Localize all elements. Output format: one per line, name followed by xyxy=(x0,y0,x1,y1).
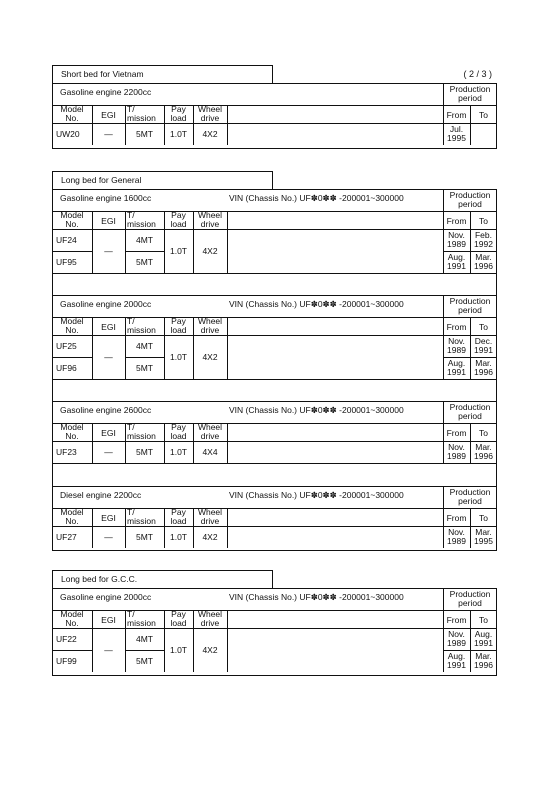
production-period-header: period xyxy=(458,597,482,608)
production-from: Aug. xyxy=(447,650,466,661)
grid-line xyxy=(125,441,126,463)
grid-line xyxy=(125,423,126,441)
grid-line xyxy=(52,357,92,358)
egi-value: — xyxy=(104,446,113,457)
col-header-egi: EGI xyxy=(101,216,116,226)
grid-line xyxy=(52,486,497,487)
col-header-model: No. xyxy=(65,324,79,335)
grid-line xyxy=(52,273,497,274)
production-period-header: Production xyxy=(449,189,491,200)
engine-label: Gasoline engine 2000cc xyxy=(60,591,152,602)
grid-line xyxy=(125,526,126,548)
col-header-drive: Wheel xyxy=(197,506,223,517)
grid-line xyxy=(125,251,164,252)
col-header-model: Model xyxy=(60,421,84,432)
grid-line xyxy=(164,610,165,628)
production-period-header: period xyxy=(458,304,482,315)
grid-line xyxy=(227,526,228,548)
production-period-header: period xyxy=(458,410,482,421)
grid-line xyxy=(52,508,497,509)
col-header-payload: load xyxy=(170,430,187,441)
production-to: 1996 xyxy=(474,659,493,670)
grid-line xyxy=(193,105,194,123)
engine-label: Gasoline engine 1600cc xyxy=(60,192,152,203)
production-period-header: Production xyxy=(449,295,491,306)
grid-line xyxy=(125,650,164,651)
grid-line xyxy=(92,441,93,463)
drive-value: 4X2 xyxy=(202,245,218,256)
production-from: Aug. xyxy=(447,357,466,368)
col-header-model: No. xyxy=(65,515,79,526)
transmission-value: 5MT xyxy=(136,256,153,267)
grid-line xyxy=(164,441,165,463)
transmission-value: 5MT xyxy=(136,655,153,666)
col-header-model: No. xyxy=(65,218,79,229)
grid-line xyxy=(443,295,444,335)
drive-value: 4X4 xyxy=(202,446,218,457)
grid-line xyxy=(470,335,471,379)
col-header-egi: EGI xyxy=(101,428,116,438)
grid-line xyxy=(92,335,93,379)
drive-value: 4X2 xyxy=(202,531,218,542)
engine-label: Gasoline engine 2600cc xyxy=(60,404,152,415)
vin-range: VIN (Chassis No.) UF✽0✽✽ -200001~300000 xyxy=(229,404,404,415)
production-to: 1991 xyxy=(474,637,493,648)
production-from: 1989 xyxy=(447,238,466,249)
grid-line xyxy=(164,526,165,548)
col-header-to: To xyxy=(479,110,488,120)
grid-line xyxy=(470,508,471,526)
transmission-value: 4MT xyxy=(136,633,153,644)
vin-range: VIN (Chassis No.) UF✽0✽✽ -200001~300000 xyxy=(229,489,404,500)
grid-line xyxy=(52,628,497,629)
grid-line xyxy=(227,211,228,229)
grid-line xyxy=(52,379,497,380)
grid-line xyxy=(125,357,164,358)
production-from: 1989 xyxy=(447,535,466,546)
production-to: Mar. xyxy=(475,357,492,368)
payload-value: 1.0T xyxy=(169,351,187,362)
production-from: 1989 xyxy=(447,637,466,648)
grid-line xyxy=(227,628,228,672)
grid-line xyxy=(443,628,444,672)
production-from: 1989 xyxy=(447,450,466,461)
col-header-from: From xyxy=(446,615,467,625)
col-header-drive: Wheel xyxy=(197,421,223,432)
drive-value: 4X2 xyxy=(202,351,218,362)
grid-line xyxy=(193,610,194,628)
grid-line xyxy=(92,317,93,335)
col-header-payload: load xyxy=(170,218,187,229)
production-period-header: Production xyxy=(449,588,491,599)
production-to: Mar. xyxy=(475,251,492,262)
grid-line xyxy=(125,317,126,335)
grid-line xyxy=(125,123,126,145)
grid-line xyxy=(92,123,93,145)
grid-line xyxy=(92,610,93,628)
grid-line xyxy=(470,610,471,628)
col-header-drive: drive xyxy=(200,515,220,526)
col-header-mission: mission xyxy=(127,324,156,335)
egi-value: — xyxy=(104,531,113,542)
egi-value: — xyxy=(104,128,113,139)
production-to: 1991 xyxy=(474,344,493,355)
grid-line xyxy=(52,463,497,464)
section-title-long-bed-gcc: Long bed for G.C.C. xyxy=(52,570,273,588)
payload-value: 1.0T xyxy=(169,531,187,542)
production-from: 1991 xyxy=(447,366,466,377)
section-title-long-bed-general: Long bed for General xyxy=(52,171,273,189)
grid-line xyxy=(470,229,471,273)
grid-line xyxy=(52,105,497,106)
production-from: 1989 xyxy=(447,344,466,355)
production-to: Mar. xyxy=(475,526,492,537)
grid-line xyxy=(470,423,471,441)
model-number: UF25 xyxy=(56,340,77,351)
col-header-payload: Pay xyxy=(171,315,186,326)
grid-line xyxy=(193,335,194,379)
grid-line xyxy=(164,335,165,379)
col-header-payload: Pay xyxy=(171,103,186,114)
grid-line xyxy=(52,229,497,230)
grid-line xyxy=(52,251,92,252)
grid-line xyxy=(443,229,444,273)
col-header-model: No. xyxy=(65,617,79,628)
col-header-payload: load xyxy=(170,515,187,526)
production-to: Aug. xyxy=(474,628,493,639)
col-header-mission: T/ xyxy=(127,608,135,619)
grid-line xyxy=(193,229,194,273)
col-header-drive: Wheel xyxy=(197,209,223,220)
grid-line xyxy=(227,423,228,441)
col-header-drive: drive xyxy=(200,324,220,335)
grid-line xyxy=(470,526,471,548)
col-header-to: To xyxy=(479,615,488,625)
production-to: 1996 xyxy=(474,366,493,377)
production-period-header: period xyxy=(458,198,482,209)
grid-line xyxy=(164,317,165,335)
transmission-value: 5MT xyxy=(136,128,153,139)
transmission-value: 4MT xyxy=(136,340,153,351)
col-header-model: Model xyxy=(60,315,84,326)
grid-line xyxy=(193,526,194,548)
col-header-from: From xyxy=(446,428,467,438)
col-header-drive: drive xyxy=(200,112,220,123)
col-header-payload: Pay xyxy=(171,209,186,220)
production-period-header: period xyxy=(458,495,482,506)
production-to: Mar. xyxy=(475,650,492,661)
egi-value: — xyxy=(104,351,113,362)
grid-line xyxy=(193,441,194,463)
col-header-drive: drive xyxy=(200,430,220,441)
grid-line xyxy=(470,628,471,672)
col-header-mission: mission xyxy=(127,218,156,229)
production-from: Nov. xyxy=(448,526,465,537)
production-from: Jul. xyxy=(449,123,464,134)
production-period-header: Production xyxy=(449,83,491,94)
grid-line xyxy=(164,105,165,123)
grid-line xyxy=(193,317,194,335)
egi-value: — xyxy=(104,644,113,655)
grid-line xyxy=(227,229,228,273)
production-period-header: Production xyxy=(449,401,491,412)
production-from: Aug. xyxy=(447,251,466,262)
col-header-mission: mission xyxy=(127,617,156,628)
grid-line xyxy=(92,508,93,526)
grid-line xyxy=(443,588,444,628)
vin-range: VIN (Chassis No.) UF✽0✽✽ -200001~300000 xyxy=(229,591,404,602)
col-header-payload: Pay xyxy=(171,506,186,517)
col-header-payload: Pay xyxy=(171,608,186,619)
grid-line xyxy=(443,335,444,379)
grid-line xyxy=(52,211,497,212)
grid-line xyxy=(52,441,497,442)
col-header-egi: EGI xyxy=(101,513,116,523)
grid-line xyxy=(52,401,497,402)
payload-value: 1.0T xyxy=(169,446,187,457)
grid-line xyxy=(164,423,165,441)
grid-line xyxy=(193,508,194,526)
drive-value: 4X2 xyxy=(202,644,218,655)
production-from: Nov. xyxy=(448,229,465,240)
grid-line xyxy=(470,123,471,145)
col-header-mission: T/ xyxy=(127,421,135,432)
col-header-payload: load xyxy=(170,617,187,628)
grid-line xyxy=(52,335,497,336)
grid-line xyxy=(125,508,126,526)
grid-line xyxy=(52,123,497,124)
transmission-value: 4MT xyxy=(136,234,153,245)
payload-value: 1.0T xyxy=(169,245,187,256)
grid-line xyxy=(125,610,126,628)
model-number: UF95 xyxy=(56,256,77,267)
grid-line xyxy=(125,211,126,229)
grid-line xyxy=(52,317,497,318)
grid-line xyxy=(52,526,497,527)
grid-line xyxy=(164,508,165,526)
col-header-model: Model xyxy=(60,209,84,220)
grid-line xyxy=(227,123,228,145)
grid-line xyxy=(443,401,444,441)
grid-line xyxy=(470,211,471,229)
col-header-mission: T/ xyxy=(127,103,135,114)
grid-line xyxy=(92,628,93,672)
production-from: 1991 xyxy=(447,260,466,271)
production-from: 1991 xyxy=(447,659,466,670)
col-header-to: To xyxy=(479,428,488,438)
grid-line xyxy=(92,423,93,441)
grid-line xyxy=(443,441,444,463)
col-header-payload: load xyxy=(170,112,187,123)
grid-line xyxy=(227,335,228,379)
col-header-drive: drive xyxy=(200,218,220,229)
production-period-header: period xyxy=(458,92,482,103)
grid-line xyxy=(193,211,194,229)
grid-line xyxy=(92,229,93,273)
grid-line xyxy=(443,83,444,123)
transmission-value: 5MT xyxy=(136,531,153,542)
model-number: UF27 xyxy=(56,531,77,542)
production-to: Feb. xyxy=(474,229,492,240)
transmission-value: 5MT xyxy=(136,446,153,457)
grid-line xyxy=(164,229,165,273)
col-header-mission: T/ xyxy=(127,209,135,220)
grid-line xyxy=(52,295,497,296)
col-header-drive: Wheel xyxy=(197,103,223,114)
payload-value: 1.0T xyxy=(169,644,187,655)
engine-label: Gasoline engine 2000cc xyxy=(60,298,152,309)
col-header-model: Model xyxy=(60,506,84,517)
col-header-mission: mission xyxy=(127,515,156,526)
grid-line xyxy=(470,441,471,463)
transmission-value: 5MT xyxy=(136,362,153,373)
col-header-mission: T/ xyxy=(127,315,135,326)
grid-line xyxy=(52,423,497,424)
production-to: 1996 xyxy=(474,450,493,461)
grid-line xyxy=(193,628,194,672)
col-header-model: No. xyxy=(65,430,79,441)
grid-line xyxy=(227,610,228,628)
production-from: Nov. xyxy=(448,628,465,639)
production-from: Nov. xyxy=(448,441,465,452)
col-header-model: Model xyxy=(60,608,84,619)
grid-line xyxy=(227,105,228,123)
grid-line xyxy=(193,423,194,441)
payload-value: 1.0T xyxy=(169,128,187,139)
model-number: UF22 xyxy=(56,633,77,644)
col-header-mission: T/ xyxy=(127,506,135,517)
engine-label: Diesel engine 2200cc xyxy=(60,489,142,500)
grid-line xyxy=(227,508,228,526)
col-header-drive: drive xyxy=(200,617,220,628)
grid-line xyxy=(125,105,126,123)
drive-value: 4X2 xyxy=(202,128,218,139)
col-header-payload: load xyxy=(170,324,187,335)
production-from: Nov. xyxy=(448,335,465,346)
grid-line xyxy=(164,123,165,145)
model-number: UF96 xyxy=(56,362,77,373)
col-header-egi: EGI xyxy=(101,322,116,332)
egi-value: — xyxy=(104,245,113,256)
grid-line xyxy=(443,526,444,548)
col-header-mission: mission xyxy=(127,430,156,441)
grid-line xyxy=(227,441,228,463)
section-title-short-bed-vietnam: Short bed for Vietnam xyxy=(52,65,273,83)
grid-line xyxy=(52,650,92,651)
production-from: 1995 xyxy=(447,132,466,143)
production-to: 1995 xyxy=(474,535,493,546)
production-to: 1996 xyxy=(474,260,493,271)
production-to: Dec. xyxy=(474,335,493,346)
col-header-model: Model xyxy=(60,103,84,114)
grid-line xyxy=(227,317,228,335)
col-header-mission: mission xyxy=(127,112,156,123)
col-header-model: No. xyxy=(65,112,79,123)
grid-line xyxy=(125,229,126,273)
grid-line xyxy=(125,628,126,672)
grid-line xyxy=(164,211,165,229)
page-number: ( 2 / 3 ) xyxy=(463,69,492,79)
grid-line xyxy=(92,105,93,123)
grid-line xyxy=(443,189,444,229)
grid-line xyxy=(92,526,93,548)
col-header-egi: EGI xyxy=(101,110,116,120)
grid-line xyxy=(164,628,165,672)
vin-range: VIN (Chassis No.) UF✽0✽✽ -200001~300000 xyxy=(229,298,404,309)
grid-line xyxy=(52,610,497,611)
grid-line xyxy=(443,123,444,145)
engine-label: Gasoline engine 2200cc xyxy=(60,86,152,97)
production-period-header: Production xyxy=(449,486,491,497)
vin-range: VIN (Chassis No.) UF✽0✽✽ -200001~300000 xyxy=(229,192,404,203)
col-header-from: From xyxy=(446,110,467,120)
col-header-from: From xyxy=(446,322,467,332)
col-header-egi: EGI xyxy=(101,615,116,625)
grid-line xyxy=(92,211,93,229)
col-header-payload: Pay xyxy=(171,421,186,432)
grid-line xyxy=(193,123,194,145)
grid-line xyxy=(470,317,471,335)
production-to: 1992 xyxy=(474,238,493,249)
grid-line xyxy=(443,486,444,526)
col-header-from: From xyxy=(446,216,467,226)
col-header-from: From xyxy=(446,513,467,523)
production-to: Mar. xyxy=(475,441,492,452)
col-header-to: To xyxy=(479,513,488,523)
col-header-to: To xyxy=(479,216,488,226)
model-number: UW20 xyxy=(56,128,80,139)
col-header-to: To xyxy=(479,322,488,332)
model-number: UF99 xyxy=(56,655,77,666)
model-number: UF24 xyxy=(56,234,77,245)
grid-line xyxy=(125,335,126,379)
model-number: UF23 xyxy=(56,446,77,457)
grid-line xyxy=(470,105,471,123)
col-header-drive: Wheel xyxy=(197,608,223,619)
col-header-drive: Wheel xyxy=(197,315,223,326)
